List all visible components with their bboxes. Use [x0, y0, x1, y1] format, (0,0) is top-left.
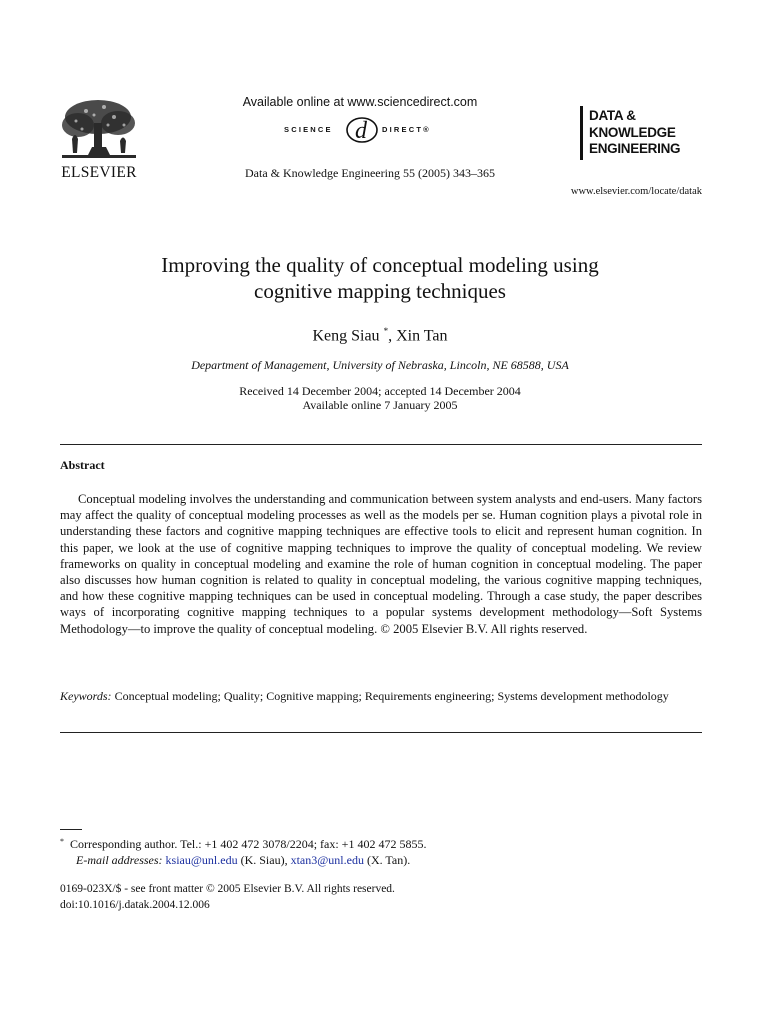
abstract-copyright: © 2005 Elsevier B.V. All rights reserved.	[380, 621, 588, 636]
sciencedirect-logo	[284, 114, 444, 144]
sciencedirect-right: DIRECT®	[382, 125, 431, 134]
email-label: E-mail addresses:	[76, 853, 163, 867]
author-name[interactable]: Xin Tan	[396, 327, 448, 345]
keywords-label: Keywords:	[60, 689, 112, 703]
abstract-text: Conceptual modeling involves the understanding and communication between system analysts and end-users. Many factors may affect the quality of conceptual modeling processes as well as the models per se. Human cognition plays a pivotal role in understanding these factors and cognitive mapping techniques are effective tools to elicit and represent human cognition. In this paper, we look at the use of cognitive mapping techniques to improve the quality of conceptual modeling. We review frameworks on quality in conceptual modeling and examine the role of human cognition in conceptual modeling. The paper also discusses how human cognition is related to quality in conceptual modeling, the various cognitive mapping techniques, and how these cognitive mapping techniques can be used in conceptual modeling. Through a case study, the paper describes ways of incorporating cognitive mapping techniques to a popular systems development methodology—Soft Systems Methodology—to improve the quality of conceptual modeling.	[60, 492, 702, 636]
journal-logo-bar	[580, 106, 583, 160]
email-addresses	[60, 852, 702, 868]
journal-logo-line: DATA &	[589, 108, 636, 123]
article-title	[60, 252, 700, 304]
article-dates	[60, 384, 700, 412]
available-online-banner: Available online at www.sciencedirect.com	[242, 95, 478, 109]
keywords	[60, 688, 702, 704]
journal-logo-line: ENGINEERING	[589, 141, 681, 156]
email-owner: (X. Tan).	[363, 853, 411, 867]
sciencedirect-left: SCIENCE	[284, 125, 333, 134]
doi-line[interactable]: doi:10.1016/j.datak.2004.12.006	[60, 899, 210, 911]
journal-logo	[580, 104, 705, 162]
footnote-rule	[60, 829, 82, 830]
divider	[60, 444, 702, 445]
divider	[60, 732, 702, 733]
author-separator: ,	[388, 327, 397, 345]
journal-reference: Data & Knowledge Engineering 55 (2005) 343–365	[245, 166, 495, 180]
journal-url-link[interactable]: www.elsevier.com/locate/datak	[570, 186, 702, 197]
email-link[interactable]: xtan3@unl.edu	[290, 853, 364, 867]
keywords-text: Conceptual modeling; Quality; Cognitive mapping; Requirements engineering; Systems development methodology	[114, 689, 669, 703]
email-link[interactable]: ksiau@unl.edu	[165, 853, 238, 867]
author-name[interactable]: Keng Siau	[312, 327, 380, 345]
elsevier-wordmark: ELSEVIER	[61, 164, 137, 181]
abstract-heading: Abstract	[60, 458, 105, 472]
email-owner: (K. Siau),	[237, 853, 291, 867]
title-line: Improving the quality of conceptual modeling using	[161, 253, 599, 277]
corresponding-author-text: Corresponding author. Tel.: +1 402 472 3078/2204; fax: +1 402 472 5855.	[70, 837, 427, 851]
sciencedirect-d-icon	[344, 114, 380, 144]
footnote-mark: *	[60, 837, 64, 846]
sciencedirect-mark-letter: d	[355, 118, 367, 144]
issn-line: 0169-023X/$ - see front matter © 2005 Elsevier B.V. All rights reserved.	[60, 883, 395, 895]
author-list	[60, 326, 700, 345]
abstract-body	[60, 491, 702, 637]
title-line: cognitive mapping techniques	[254, 279, 506, 303]
journal-logo-text	[589, 108, 680, 158]
footnote	[60, 834, 702, 868]
journal-logo-line: KNOWLEDGE	[589, 124, 676, 140]
corresponding-author-mark[interactable]: *	[383, 326, 389, 336]
received-date: Received 14 December 2004; accepted 14 December 2004	[239, 384, 521, 398]
affiliation: Department of Management, University of Nebraska, Lincoln, NE 68588, USA	[191, 358, 569, 372]
front-matter	[60, 881, 702, 913]
available-date: Available online 7 January 2005	[302, 398, 458, 412]
corresponding-author-note	[60, 834, 702, 852]
